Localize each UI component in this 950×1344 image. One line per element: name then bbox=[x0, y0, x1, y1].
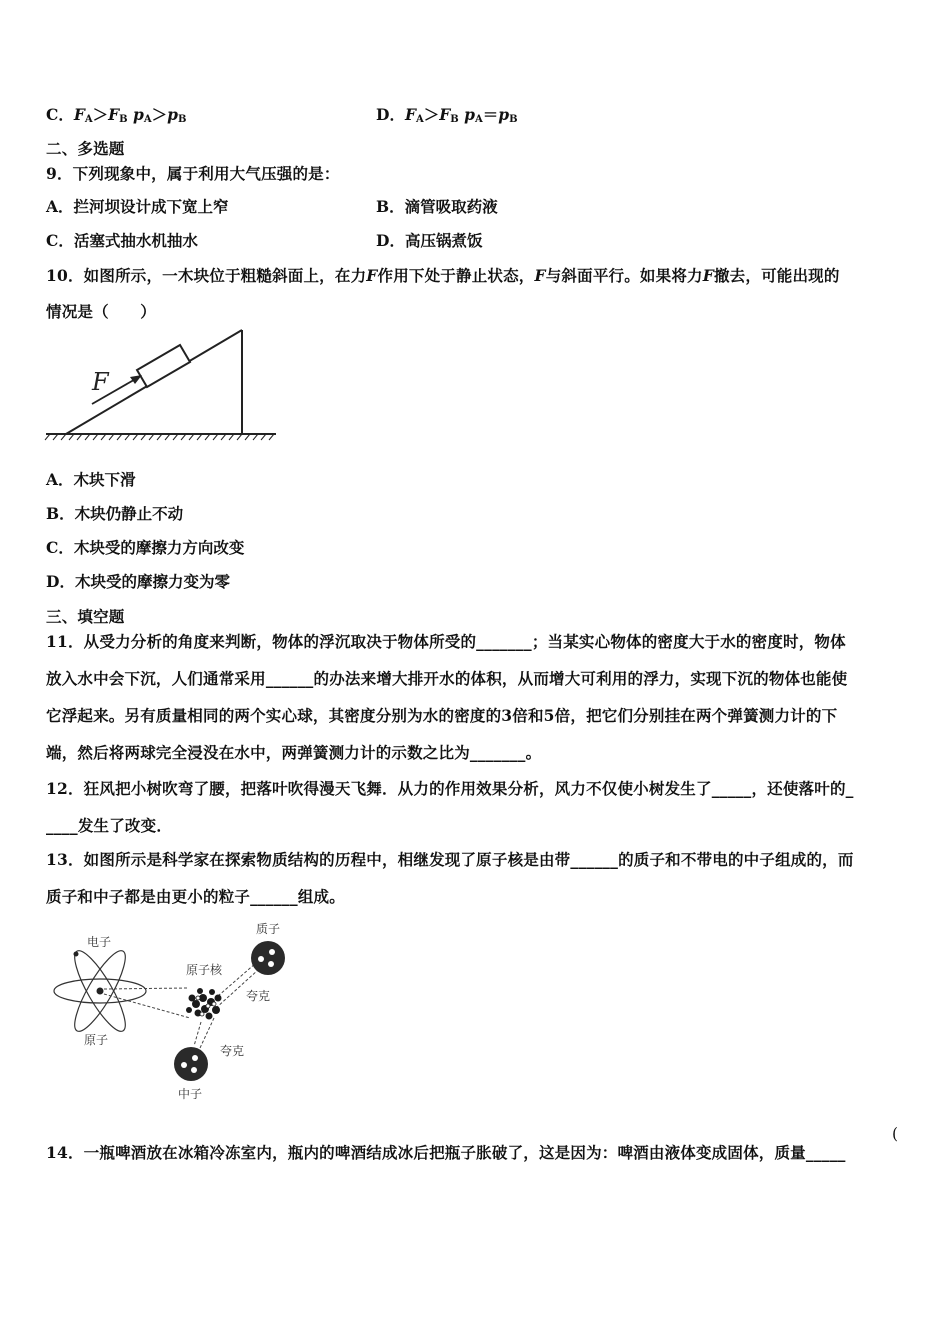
q14-paren: ( bbox=[892, 1125, 899, 1143]
q13-blank-1[interactable]: ______ bbox=[570, 850, 619, 869]
force-label: F bbox=[92, 368, 109, 396]
q12-blank-2a[interactable]: _ bbox=[845, 779, 854, 798]
q10-stem: 10．如图所示，一木块位于粗糙斜面上，在力F作用下处于静止状态，F与斜面平行。如果将力F撤去，可能出现的 bbox=[46, 266, 840, 285]
label-quark-2: 夸克 bbox=[220, 1044, 245, 1058]
q13-line1: 13．如图所示是科学家在探索物质结构的历程中，相继发现了原子核是由带______的质子和不带电的中子组成的，而 bbox=[46, 850, 854, 869]
q11-blank-1[interactable]: _______ bbox=[476, 632, 532, 651]
q10-stem-line2: 情况是（ ） bbox=[46, 302, 156, 321]
electron-dot bbox=[74, 952, 79, 957]
label-atom: 原子 bbox=[84, 1033, 109, 1047]
label-nucleus: 原子核 bbox=[186, 963, 223, 977]
q10-option-a: A．木块下滑 bbox=[46, 470, 136, 489]
section-heading-multi-choice: 二、多选题 bbox=[46, 139, 125, 158]
q11-line1: 11．从受力分析的角度来判断，物体的浮沉取决于物体所受的_______；当某实心物体的密度大于水的密度时，物体 bbox=[46, 632, 846, 651]
q9-option-b: B．滴管吸取药液 bbox=[376, 197, 498, 216]
q8-option-d: D．$F_A>F_B$ $p_A=p_B$ bbox=[376, 105, 518, 125]
q10-option-c: C．木块受的摩擦力方向改变 bbox=[46, 538, 245, 557]
label-electron: 电子 bbox=[87, 935, 112, 949]
label-quark-1: 夸克 bbox=[246, 989, 271, 1003]
q8-option-c: C．$F_A>F_B$ $p_A>p_B$ bbox=[46, 105, 187, 125]
q10-option-d: D．木块受的摩擦力变为零 bbox=[46, 572, 230, 591]
q9-option-d: D．高压锅煮饭 bbox=[376, 231, 483, 250]
atom-center bbox=[97, 988, 104, 995]
q9-option-c: C．活塞式抽水机抽水 bbox=[46, 231, 198, 250]
q9-stem: 9．下列现象中，属于利用大气压强的是： bbox=[46, 164, 340, 183]
label-neutron: 中子 bbox=[178, 1087, 203, 1101]
proton bbox=[251, 941, 285, 975]
q11-blank-3[interactable]: _______ bbox=[469, 743, 526, 762]
q12-line2: ____发生了改变． bbox=[46, 816, 173, 835]
q13-line2: 质子和中子都是由更小的粒子______组成。 bbox=[46, 887, 345, 906]
neutron bbox=[174, 1047, 208, 1081]
q10-option-b: B．木块仍静止不动 bbox=[46, 504, 184, 523]
q11-line2: 放入水中会下沉，人们通常采用______的办法来增大排开水的体积，从而增大可利用的浮力，实现下沉的物体也能使 bbox=[46, 669, 848, 688]
dashed-connectors bbox=[104, 963, 258, 1048]
q9-option-a: A．拦河坝设计成下宽上窄 bbox=[46, 197, 229, 216]
q11-blank-2[interactable]: ______ bbox=[265, 669, 314, 688]
wooden-block bbox=[137, 345, 190, 387]
q14-line1: 14．一瓶啤酒放在冰箱冷冻室内，瓶内的啤酒结成冰后把瓶子胀破了，这是因为：啤酒由液体变成固体，质量_____ bbox=[46, 1143, 846, 1162]
q11-line3: 它浮起来。另有质量相同的两个实心球，其密度分别为水的密度的3倍和5倍，把它们分别挂在两个弹簧测力计的下 bbox=[46, 706, 838, 725]
q12-blank-2b[interactable]: ____ bbox=[46, 816, 78, 835]
q13-blank-2[interactable]: ______ bbox=[250, 887, 298, 906]
label-proton: 质子 bbox=[256, 922, 281, 936]
force-arrowhead bbox=[130, 375, 142, 384]
q12-line1: 12．狂风把小树吹弯了腰，把落叶吹得漫天飞舞．从力的作用效果分析，风力不仅使小树发生了_____，还使落叶的_ bbox=[46, 779, 854, 798]
q11-line4: 端，然后将两球完全浸没在水中，两弹簧测力计的示数之比为_______。 bbox=[46, 743, 542, 762]
q12-blank-1[interactable]: _____ bbox=[711, 779, 752, 798]
section-heading-fill-blank: 三、填空题 bbox=[46, 607, 125, 626]
incline-figure bbox=[44, 326, 280, 446]
atom-structure-figure bbox=[48, 918, 298, 1104]
q14-blank-1[interactable]: _____ bbox=[805, 1143, 846, 1162]
